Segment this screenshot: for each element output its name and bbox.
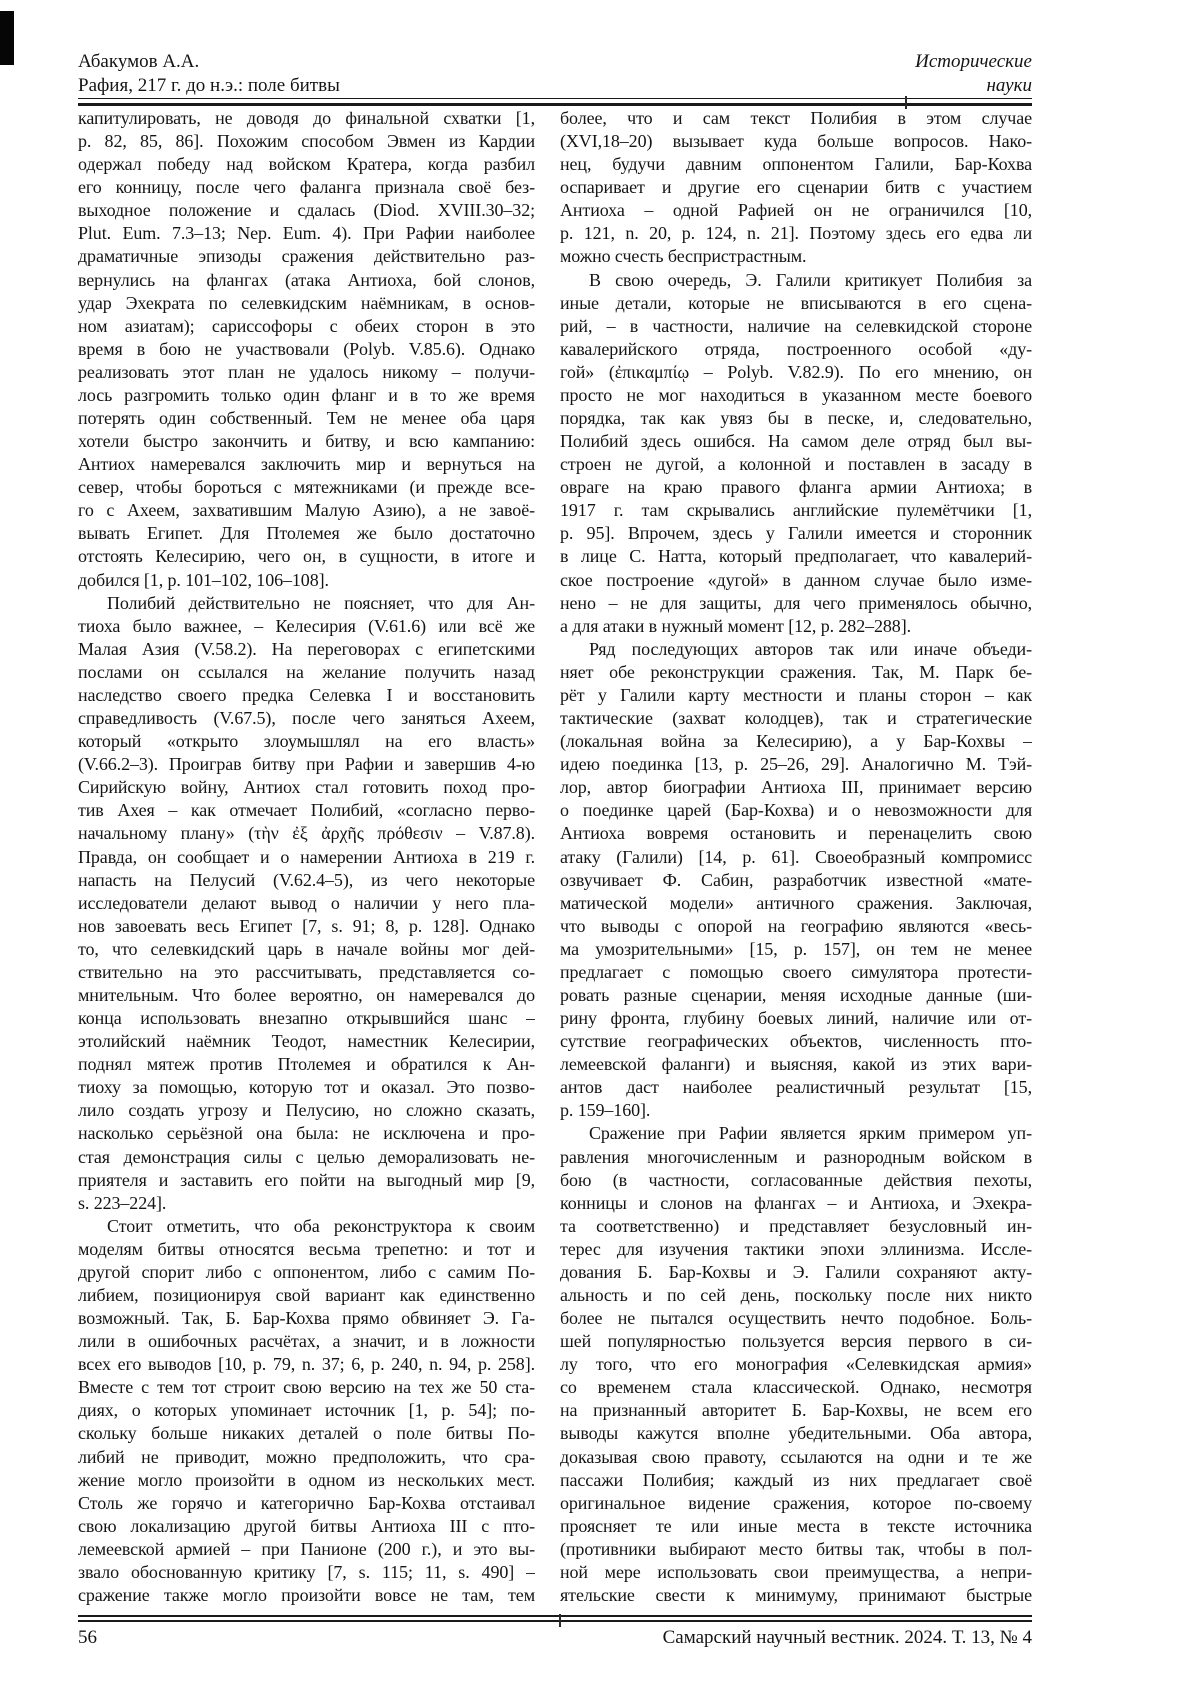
text-line: нов завоевать весь Египет [7, s. 91; 8, p. 128]. Однако <box>78 915 535 936</box>
text-line: шей популярностью пользуется версия первого в си- <box>560 1331 1032 1352</box>
text-line: конницы и слонов на флангах – и Антиоха, и Эхекра- <box>560 1192 1032 1213</box>
text-line: наследство своего предка Селевка I и восстановить <box>78 684 535 705</box>
author-name: Абакумов А.А. <box>78 51 200 72</box>
text-line: напасть на Пелусий (V.62.4–5), из чего некоторые <box>78 869 535 890</box>
text-line: кавалерийского отряда, построенного особой «ду- <box>560 338 1032 359</box>
text-line: что выводы с опорой на географию являются «весь- <box>560 915 1032 936</box>
article-body <box>78 108 1032 1608</box>
text-line: сражение также могло произойти вовсе не там, тем <box>78 1585 535 1605</box>
text-line: озвучивает Ф. Сабин, разработчик известной «мате- <box>560 869 1032 890</box>
text-line: та соответственно) и представляет безусловный ин- <box>560 1215 1032 1236</box>
text-line: его конницу, после чего фаланга признала своё без- <box>78 177 535 198</box>
text-line: Антиоха – одной Рафией он не ограничился [10, <box>560 200 1032 221</box>
text-line: p. 82, 85, 86]. Похожим способом Эвмен из Кардии <box>78 131 535 152</box>
text-line: лось разгромить только один фланг и в то же время <box>78 384 535 405</box>
text-line: матической модели» античного сражения. Заключая, <box>560 892 1032 913</box>
text-line: скольку больше никаких деталей о поле битвы По- <box>78 1423 535 1444</box>
text-line: лили в ошибочных расчётах, а значит, и в ложности <box>78 1331 535 1352</box>
text-line: исследователи делают вывод о наличии у него пла- <box>78 892 535 913</box>
text-line: p. 121, n. 20, p. 124, n. 21]. Поэтому здесь его едва ли <box>560 223 1032 244</box>
text-line: в лице С. Натта, который предполагает, что кавалерий- <box>560 546 1032 567</box>
text-line: можно счесть беспристрастным. <box>560 246 807 267</box>
text-line: атаку (Галили) [14, p. 61]. Своеобразный компромисс <box>560 846 1032 867</box>
text-line: гой» (ἐπικαμπίῳ – Polyb. V.82.9). По его мнению, он <box>560 361 1032 382</box>
text-line: ское построение «дугой» в данном случае было изме- <box>560 569 1032 590</box>
text-line: более не пытался осуществить нечто подобное. Боль- <box>560 1308 1032 1329</box>
section-name-line2: науки <box>986 74 1032 96</box>
text-line: оспаривает и другие его сценарии битв с участием <box>560 177 1032 198</box>
text-line: лемеевской армией – при Панионе (200 г.), и это вы- <box>78 1538 535 1559</box>
text-line: который «открыто злоумышлял на его власть» <box>78 731 535 752</box>
header-rule <box>78 98 1032 106</box>
text-line: а для атаки в нужный момент [12, p. 282–288]. <box>560 615 911 636</box>
text-line: на признанный авторитет Б. Бар-Кохвы, не всем его <box>560 1400 1032 1421</box>
text-line: начальному плану» (τὴν ἐξ ἀρχῆς πρόθεσιν – V.87.8). <box>78 823 535 844</box>
text-line: ровать разные сценарии, меняя исходные данные (ши- <box>560 984 1032 1005</box>
page-number: 56 <box>78 1627 97 1648</box>
text-line: конца использовать внезапно открывшийся шанс – <box>78 1008 535 1029</box>
text-line: тиоха было важнее, – Келесирия (V.61.6) или всё же <box>78 615 535 636</box>
text-line: Ряд последующих авторов так или иначе объеди- <box>589 638 1032 659</box>
text-line: время в бою не участвовали (Polyb. V.85.6). Однако <box>78 338 535 359</box>
text-line: (противники выбирают место битвы так, чтобы в пол- <box>560 1538 1032 1559</box>
text-line: возможный. Так, Б. Бар-Кохва прямо обвиняет Э. Га- <box>78 1308 535 1329</box>
text-line: (XVI,18–20) вызывает куда больше вопросов. Нако- <box>560 131 1032 152</box>
text-line: пассажи Полибия; каждый из них предлагает своё <box>560 1469 1032 1490</box>
text-line: порядка, так как увяз бы в песке, и, следовательно, <box>560 408 1032 429</box>
text-line: со временем стала классической. Однако, несмотря <box>560 1377 1032 1398</box>
text-line: доказывая свою правоту, ссылаются на одни и те же <box>560 1446 1032 1467</box>
text-line: лор, автор биографии Антиоха III, принимает версию <box>560 777 1032 798</box>
text-line: рий, – в частности, наличие на селевкидской стороне <box>560 315 1032 336</box>
text-line: оригинальное видение сражения, которое по-своему <box>560 1492 1032 1513</box>
text-line: север, чтобы бороться с мятежниками (и прежде все- <box>78 477 535 498</box>
text-line: строен не дугой, а колонной и поставлен в засаду в <box>560 454 1032 475</box>
text-line: рёт у Галили карту местности и планы сторон – как <box>560 684 1032 705</box>
text-line: лемеевской фаланги) и выясняя, какой из этих вари- <box>560 1054 1032 1075</box>
text-line: сутствие географических объектов, численность пто- <box>560 1031 1032 1052</box>
text-line: Сражение при Рафии является ярким примером уп- <box>589 1123 1032 1144</box>
text-line: моделям битвы относятся весьма трепетно: и тот и <box>78 1238 535 1259</box>
text-line: справедливость (V.67.5), после чего заняться Ахеем, <box>78 708 535 729</box>
text-line: иные детали, которые не вписываются в его сцена- <box>560 292 1032 313</box>
text-line: Столь же горячо и категорично Бар-Кохва отстаивал <box>78 1492 535 1513</box>
page-header <box>78 50 1032 97</box>
text-line: нец, будучи давним оппонентом Галили, Бар-Кохва <box>560 154 1032 175</box>
text-line: го с Ахеем, захватившим Малую Азию), а не завоё- <box>78 500 535 521</box>
text-line: жение могло произойти в одном из нескольких мест. <box>78 1469 535 1490</box>
text-line: (локальная война за Келесирию), а у Бар-Кохвы – <box>560 731 1032 752</box>
text-line: тактические (захват колодцев), так и стратегические <box>560 708 1032 729</box>
text-line: лу того, что его монография «Селевкидская армия» <box>560 1354 1032 1375</box>
text-line: ной мере использовать свои преимущества, а непри- <box>560 1561 1032 1582</box>
text-line: капитулировать, не доводя до финальной схватки [1, <box>78 108 535 128</box>
text-line: добился [1, p. 101–102, 106–108]. <box>78 569 329 590</box>
text-line: потерять один собственный. Тем не менее оба царя <box>78 408 535 429</box>
text-line: ма умозрительными» [15, p. 157], он тем не менее <box>560 938 1032 959</box>
text-line: реализовать этот план не удалось никому – получи- <box>78 361 535 382</box>
text-line: диях, о которых упоминает источник [1, p. 54]; по- <box>78 1400 535 1421</box>
text-line: Стоит отметить, что оба реконструктора к своим <box>107 1215 535 1236</box>
text-line: поднял мятеж против Птолемея и обратился к Ан- <box>78 1054 535 1075</box>
running-head-right <box>915 50 1032 97</box>
text-line: то, что селевкидский царь в начале войны мог дей- <box>78 938 535 959</box>
text-line: тив Ахея – как отмечает Полибий, «согласно перво- <box>78 800 535 821</box>
text-line: равления многочисленным и разнородным войском в <box>560 1146 1032 1167</box>
text-line: рину фронта, глубину боевых линий, наличие или от- <box>560 1008 1032 1029</box>
text-line: терес для изучения тактики эпохи эллинизма. Иссле- <box>560 1238 1032 1259</box>
text-line: ятельские свести к минимуму, принимают быстрые <box>560 1585 1032 1605</box>
text-line: ствительно на это рассчитывать, представляется со- <box>78 961 535 982</box>
article-title: Рафия, 217 г. до н.э.: поле битвы <box>78 74 340 96</box>
page-footer <box>78 1626 1032 1650</box>
text-line: Полибий здесь ошибся. На самом деле отряд был вы- <box>560 431 1032 452</box>
text-line: вернулись на флангах (атака Антиоха, бой слонов, <box>78 269 535 290</box>
text-line: либием, позиционируя свой вариант как единственно <box>78 1284 535 1305</box>
text-line: идею поединка [13, p. 25–26, 29]. Аналогично М. Тэй- <box>560 754 1032 775</box>
text-line: лило создать угрозу и Пелусию, но сложно сказать, <box>78 1100 535 1121</box>
text-line: бою (в частности, согласованные действия пехоты, <box>560 1169 1032 1190</box>
text-line: приятеля и заставить его пойти на выгодный мир [9, <box>78 1169 535 1190</box>
text-line: ном азиатам); сариссофоры с обеих сторон в это <box>78 315 535 336</box>
text-line: проясняет те или иные места в тексте источника <box>560 1515 1032 1536</box>
text-line: В свою очередь, Э. Галили критикует Полибия за <box>589 269 1032 290</box>
text-line: овраге на краю правого фланга армии Антиоха; в <box>560 477 1032 498</box>
text-line: всех его выводов [10, p. 79, n. 37; 6, p. 240, n. 94, p. 258]. <box>78 1354 535 1375</box>
text-line: антов даст наиболее реалистичный результат [15, <box>560 1077 1032 1098</box>
journal-citation: Самарский научный вестник. 2024. Т. 13, № 4 <box>662 1627 1032 1648</box>
text-line: няет обе реконструкции сражения. Так, М. Парк бе- <box>560 661 1032 682</box>
text-line: одержал победу над войском Кратера, когда разбил <box>78 154 535 175</box>
text-line: послами он ссылался на желание получить назад <box>78 661 535 682</box>
text-line: более, что и сам текст Полибия в этом случае <box>560 108 1032 128</box>
running-head-left <box>78 50 340 97</box>
text-line: тиоху за помощью, которую тот и оказал. Это позво- <box>78 1077 535 1098</box>
text-line: выводы кажутся вполне убедительными. Оба автора, <box>560 1423 1032 1444</box>
footer-rule <box>78 1615 1032 1622</box>
right-column <box>560 108 1032 1608</box>
text-line: Правда, он сообщает и о намерении Антиоха в 219 г. <box>78 846 535 867</box>
text-line: вывать Египет. Для Птолемея же было достаточно <box>78 523 535 544</box>
text-line: p. 95]. Впрочем, здесь у Галили имеется и сторонник <box>560 523 1032 544</box>
text-line: либий не приводит, можно предположить, что сра- <box>78 1446 535 1467</box>
text-line: Полибий действительно не поясняет, что для Ан- <box>107 592 535 613</box>
text-line: Малая Азия (V.58.2). На переговорах с египетскими <box>78 638 535 659</box>
text-line: p. 159–160]. <box>560 1100 651 1121</box>
text-line: предлагает с помощью своего симулятора протести- <box>560 961 1032 982</box>
text-line: (V.66.2–3). Проиграв битву при Рафии и завершив 4-ю <box>78 754 535 775</box>
text-line: звало обоснованную критику [7, s. 115; 11, s. 490] – <box>78 1561 535 1582</box>
text-line: Антиох намеревался заключить мир и вернуться на <box>78 454 535 475</box>
text-line: Вместе с тем тот строит свою версию на тех же 50 ста- <box>78 1377 535 1398</box>
text-line: другой спорит либо с оппонентом, либо с самим По- <box>78 1261 535 1282</box>
text-line: хотели быстро закончить и битву, и всю кампанию: <box>78 431 535 452</box>
section-name-line1: Исторические <box>915 51 1032 72</box>
text-line: стая демонстрация силы с целью деморализовать не- <box>78 1146 535 1167</box>
text-line: нено – не для защиты, для чего применялось обычно, <box>560 592 1032 613</box>
text-line: s. 223–224]. <box>78 1192 167 1213</box>
text-line: альность и по сей день, поскольку после них никто <box>560 1284 1032 1305</box>
text-line: драматичные эпизоды сражения действительно раз- <box>78 246 535 267</box>
text-line: насколько серьёзной она была: не исключена и про- <box>78 1123 535 1144</box>
left-column <box>78 108 535 1608</box>
text-line: мнительным. Что более вероятно, он намеревался до <box>78 984 535 1005</box>
text-line: выходное положение и сдалась (Diod. XVIII.30–32; <box>78 200 535 221</box>
text-line: этолийский наёмник Теодот, наместник Келесирии, <box>78 1031 535 1052</box>
text-line: дования Б. Бар-Кохвы и Э. Галили сохраняют акту- <box>560 1261 1032 1282</box>
text-line: о поединке царей (Бар-Кохва) и о невозможности для <box>560 800 1032 821</box>
text-line: Сирийскую войну, Антиох стал готовить поход про- <box>78 777 535 798</box>
text-line: 1917 г. там скрывались английские пулемётчики [1, <box>560 500 1032 521</box>
text-line: отстоять Келесирию, чего он, в сущности, в итоге и <box>78 546 535 567</box>
scan-edge-artifact <box>0 11 14 65</box>
text-line: Plut. Eum. 7.3–13; Nep. Eum. 4). При Рафии наиболее <box>78 223 535 244</box>
text-line: удар Эхекрата по селевкидским наёмникам, в основ- <box>78 292 535 313</box>
text-line: просто не мог находиться в указанном месте боевого <box>560 384 1032 405</box>
text-line: свою локализацию другой битвы Антиоха III с пто- <box>78 1515 535 1536</box>
text-line: Антиоха вовремя остановить и перенацелить свою <box>560 823 1032 844</box>
